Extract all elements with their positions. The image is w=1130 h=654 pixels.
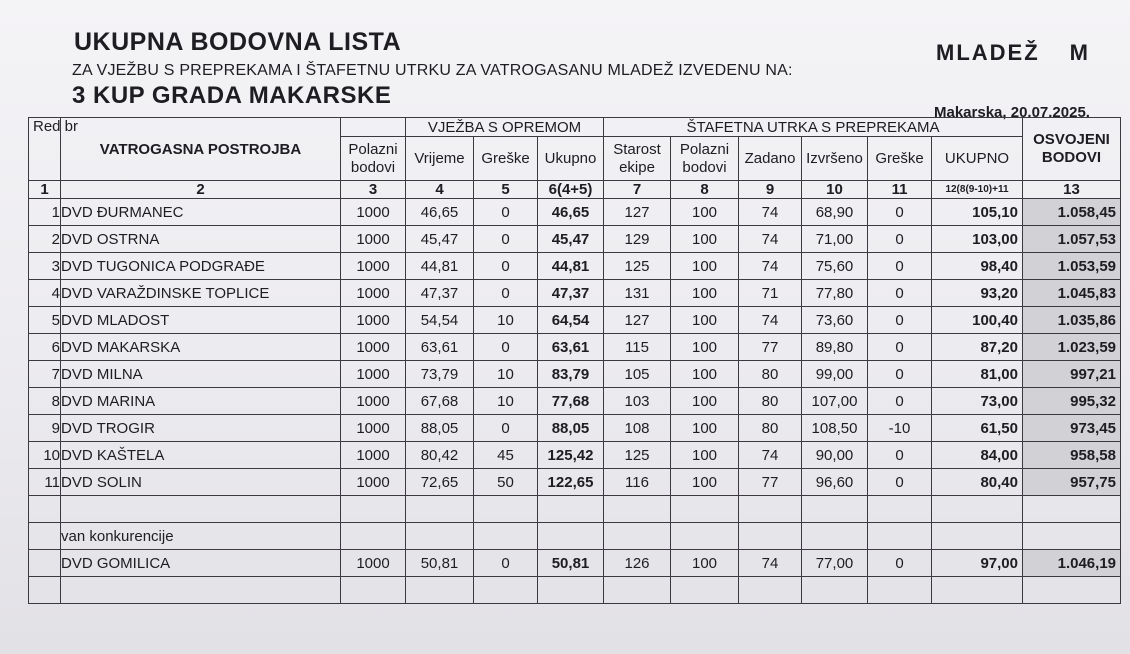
- starost-cell: 131: [604, 280, 671, 307]
- greske-cell: 10: [474, 307, 538, 334]
- rank-cell: 2: [29, 226, 61, 253]
- header-izvrseno: Izvršeno: [802, 137, 868, 181]
- ukupno-cell: 47,37: [538, 280, 604, 307]
- col-number: 5: [474, 181, 538, 199]
- osvojeni-bodovi-cell: 1.053,59: [1023, 253, 1121, 280]
- category-text: MLADEŽ: [936, 40, 1040, 65]
- starost-cell: 115: [604, 334, 671, 361]
- table-row: [29, 253, 1121, 280]
- col-number: 12(8(9-10)+11: [932, 181, 1023, 199]
- polazni-bodovi-2-cell: 100: [671, 388, 739, 415]
- izvrseno-cell: 107,00: [802, 388, 868, 415]
- event-name: 3 KUP GRADA MAKARSKE: [72, 82, 392, 109]
- greske-cell: 45: [474, 442, 538, 469]
- greske-2-cell: 0: [868, 199, 932, 226]
- rank-cell: 9: [29, 415, 61, 442]
- greske-2-cell: 0: [868, 388, 932, 415]
- izvrseno-cell: 108,50: [802, 415, 868, 442]
- polazni-bodovi-cell: 1000: [341, 550, 406, 577]
- polazni-bodovi-2-cell: 100: [671, 550, 739, 577]
- col-number: 10: [802, 181, 868, 199]
- team-name-cell: DVD MILNA: [61, 361, 341, 388]
- zadano-cell: 71: [739, 280, 802, 307]
- col-number: 1: [29, 181, 61, 199]
- vrijeme-cell: 73,79: [406, 361, 474, 388]
- table-row: [29, 199, 1121, 226]
- osvojeni-bodovi-cell: 958,58: [1023, 442, 1121, 469]
- blank-row: [29, 496, 1121, 523]
- polazni-bodovi-cell: 1000: [341, 388, 406, 415]
- ukupno-cell: 45,47: [538, 226, 604, 253]
- team-name-cell: DVD VARAŽDINSKE TOPLICE: [61, 280, 341, 307]
- polazni-bodovi-2-cell: 100: [671, 226, 739, 253]
- zadano-cell: 80: [739, 361, 802, 388]
- polazni-bodovi-2-cell: 100: [671, 307, 739, 334]
- ukupno-2-cell: 61,50: [932, 415, 1023, 442]
- ukupno-2-cell: 73,00: [932, 388, 1023, 415]
- table-row: [29, 415, 1121, 442]
- rank-cell: 6: [29, 334, 61, 361]
- empty-cell: [802, 496, 868, 523]
- greske-2-cell: 0: [868, 307, 932, 334]
- empty-cell: [341, 496, 406, 523]
- polazni-bodovi-2-cell: 100: [671, 280, 739, 307]
- izvrseno-cell: 71,00: [802, 226, 868, 253]
- header-row-1: [29, 118, 1121, 137]
- zadano-cell: 74: [739, 442, 802, 469]
- empty-cell: [474, 577, 538, 604]
- polazni-bodovi-2-cell: 100: [671, 253, 739, 280]
- polazni-bodovi-2-cell: 100: [671, 469, 739, 496]
- empty-cell: [868, 523, 932, 550]
- starost-cell: 127: [604, 199, 671, 226]
- polazni-bodovi-2-cell: 100: [671, 361, 739, 388]
- empty-cell: [341, 577, 406, 604]
- greske-2-cell: 0: [868, 253, 932, 280]
- empty-cell: [604, 577, 671, 604]
- rank-cell: 5: [29, 307, 61, 334]
- col-number: 3: [341, 181, 406, 199]
- empty-cell: [868, 577, 932, 604]
- blank-row: [29, 523, 1121, 550]
- rank-cell: 8: [29, 388, 61, 415]
- header-ukupno-2: UKUPNO: [932, 137, 1023, 181]
- zadano-cell: 80: [739, 415, 802, 442]
- polazni-bodovi-cell: 1000: [341, 415, 406, 442]
- empty-cell: [739, 496, 802, 523]
- ukupno-cell: 50,81: [538, 550, 604, 577]
- greske-2-cell: -10: [868, 415, 932, 442]
- col-number: 13: [1023, 181, 1121, 199]
- ukupno-cell: 83,79: [538, 361, 604, 388]
- osvojeni-bodovi-cell: 957,75: [1023, 469, 1121, 496]
- blank-row: [29, 577, 1121, 604]
- izvrseno-cell: 77,00: [802, 550, 868, 577]
- zadano-cell: 74: [739, 199, 802, 226]
- greske-2-cell: 0: [868, 280, 932, 307]
- place-date: Makarska, 20.07.2025.: [934, 104, 1090, 121]
- polazni-bodovi-cell: 1000: [341, 280, 406, 307]
- greske-2-cell: 0: [868, 442, 932, 469]
- starost-cell: 125: [604, 442, 671, 469]
- greske-2-cell: 0: [868, 334, 932, 361]
- polazni-bodovi-2-cell: 100: [671, 442, 739, 469]
- izvrseno-cell: 77,80: [802, 280, 868, 307]
- zadano-cell: 74: [739, 550, 802, 577]
- ukupno-2-cell: 80,40: [932, 469, 1023, 496]
- ukupno-2-cell: 103,00: [932, 226, 1023, 253]
- osvojeni-bodovi-cell: 973,45: [1023, 415, 1121, 442]
- zadano-cell: 74: [739, 307, 802, 334]
- izvrseno-cell: 68,90: [802, 199, 868, 226]
- team-name-cell: DVD KAŠTELA: [61, 442, 341, 469]
- greske-cell: 0: [474, 199, 538, 226]
- vrijeme-cell: 50,81: [406, 550, 474, 577]
- table-row: [29, 361, 1121, 388]
- greske-cell: 50: [474, 469, 538, 496]
- izvrseno-cell: 99,00: [802, 361, 868, 388]
- table-row: [29, 280, 1121, 307]
- team-name-cell: [61, 577, 341, 604]
- header-zadano: Zadano: [739, 137, 802, 181]
- header-stafeta-group: ŠTAFETNA UTRKA S PREPREKAMA: [604, 118, 1023, 137]
- izvrseno-cell: 89,80: [802, 334, 868, 361]
- ukupno-2-cell: 98,40: [932, 253, 1023, 280]
- rank-cell: 3: [29, 253, 61, 280]
- empty-cell: [1023, 523, 1121, 550]
- izvrseno-cell: 96,60: [802, 469, 868, 496]
- vrijeme-cell: 88,05: [406, 415, 474, 442]
- osvojeni-bodovi-cell: 997,21: [1023, 361, 1121, 388]
- header-ukupno: Ukupno: [538, 137, 604, 181]
- ukupno-2-cell: 105,10: [932, 199, 1023, 226]
- empty-cell: [406, 496, 474, 523]
- empty-cell: [474, 523, 538, 550]
- starost-cell: 116: [604, 469, 671, 496]
- header-osvojeni-bodovi: OSVOJENI BODOVI: [1023, 118, 1121, 181]
- polazni-bodovi-cell: 1000: [341, 253, 406, 280]
- empty-cell: [1023, 496, 1121, 523]
- osvojeni-bodovi-cell: 1.023,59: [1023, 334, 1121, 361]
- vrijeme-cell: 45,47: [406, 226, 474, 253]
- page-subtitle: ZA VJEŽBU S PREPREKAMA I ŠTAFETNU UTRKU ZA VATROGASANU MLADEŽ IZVEDENU NA:: [72, 62, 793, 79]
- ukupno-2-cell: 97,00: [932, 550, 1023, 577]
- greske-2-cell: 0: [868, 469, 932, 496]
- header-polazni-bodovi: Polazni bodovi: [341, 137, 406, 181]
- empty-cell: [474, 496, 538, 523]
- polazni-bodovi-cell: 1000: [341, 442, 406, 469]
- empty-cell: [1023, 577, 1121, 604]
- rank-cell: 10: [29, 442, 61, 469]
- ukupno-cell: 46,65: [538, 199, 604, 226]
- ukupno-2-cell: 93,20: [932, 280, 1023, 307]
- gender-text: M: [1069, 40, 1090, 65]
- empty-cell: [739, 523, 802, 550]
- results-table: [28, 117, 1121, 604]
- ukupno-cell: 64,54: [538, 307, 604, 334]
- ukupno-2-cell: 87,20: [932, 334, 1023, 361]
- izvrseno-cell: 90,00: [802, 442, 868, 469]
- starost-cell: 127: [604, 307, 671, 334]
- ukupno-cell: 125,42: [538, 442, 604, 469]
- empty-cell: [604, 523, 671, 550]
- rank-cell: [29, 496, 61, 523]
- izvrseno-cell: 75,60: [802, 253, 868, 280]
- greske-cell: 0: [474, 280, 538, 307]
- polazni-bodovi-2-cell: 100: [671, 199, 739, 226]
- ukupno-cell: 122,65: [538, 469, 604, 496]
- vrijeme-cell: 80,42: [406, 442, 474, 469]
- polazni-bodovi-cell: 1000: [341, 226, 406, 253]
- greske-cell: 10: [474, 361, 538, 388]
- empty-cell: [538, 496, 604, 523]
- osvojeni-bodovi-cell: 1.045,83: [1023, 280, 1121, 307]
- polazni-bodovi-cell: 1000: [341, 361, 406, 388]
- zadano-cell: 77: [739, 469, 802, 496]
- polazni-bodovi-cell: 1000: [341, 307, 406, 334]
- team-name-cell: DVD GOMILICA: [61, 550, 341, 577]
- empty-cell: [406, 523, 474, 550]
- rank-cell: [29, 577, 61, 604]
- vrijeme-cell: 44,81: [406, 253, 474, 280]
- osvojeni-bodovi-cell: 1.035,86: [1023, 307, 1121, 334]
- rank-cell: 11: [29, 469, 61, 496]
- empty-cell: [671, 496, 739, 523]
- empty-cell: [739, 577, 802, 604]
- header-greske: Greške: [474, 137, 538, 181]
- zadano-cell: 74: [739, 226, 802, 253]
- zadano-cell: 77: [739, 334, 802, 361]
- header-starost-ekipe: Starost ekipe: [604, 137, 671, 181]
- ukupno-cell: 63,61: [538, 334, 604, 361]
- team-name-cell: [61, 496, 341, 523]
- greske-2-cell: 0: [868, 361, 932, 388]
- col-number: 2: [61, 181, 341, 199]
- header-vrijeme: Vrijeme: [406, 137, 474, 181]
- osvojeni-bodovi-cell: 995,32: [1023, 388, 1121, 415]
- team-name-cell: DVD TROGIR: [61, 415, 341, 442]
- greske-cell: 10: [474, 388, 538, 415]
- category-label: [936, 40, 1090, 66]
- polazni-bodovi-cell: 1000: [341, 199, 406, 226]
- team-name-cell: DVD ĐURMANEC: [61, 199, 341, 226]
- rank-cell: [29, 550, 61, 577]
- empty-cell: [802, 523, 868, 550]
- rank-cell: 4: [29, 280, 61, 307]
- empty-cell: [406, 577, 474, 604]
- ukupno-2-cell: 84,00: [932, 442, 1023, 469]
- greske-cell: 0: [474, 550, 538, 577]
- header-polazni-bodovi-2: Polazni bodovi: [671, 137, 739, 181]
- team-name-cell: DVD SOLIN: [61, 469, 341, 496]
- empty-cell: [604, 496, 671, 523]
- empty-cell: [868, 496, 932, 523]
- team-name-cell: DVD MARINA: [61, 388, 341, 415]
- empty-cell: [671, 577, 739, 604]
- empty-cell: [341, 523, 406, 550]
- izvrseno-cell: 73,60: [802, 307, 868, 334]
- zadano-cell: 80: [739, 388, 802, 415]
- team-name-cell: DVD MLADOST: [61, 307, 341, 334]
- table-row: [29, 442, 1121, 469]
- out-of-competition-label: van konkurencije: [61, 523, 341, 550]
- team-name-cell: DVD OSTRNA: [61, 226, 341, 253]
- ukupno-cell: 77,68: [538, 388, 604, 415]
- rank-cell: [29, 523, 61, 550]
- col-number: 9: [739, 181, 802, 199]
- greske-2-cell: 0: [868, 550, 932, 577]
- col-number: 6(4+5): [538, 181, 604, 199]
- col-number: 7: [604, 181, 671, 199]
- empty-cell: [538, 577, 604, 604]
- empty-cell: [538, 523, 604, 550]
- table-row: [29, 226, 1121, 253]
- starost-cell: 129: [604, 226, 671, 253]
- greske-cell: 0: [474, 253, 538, 280]
- greske-cell: 0: [474, 415, 538, 442]
- header-red-br: Red br: [29, 118, 61, 181]
- table-row: [29, 550, 1121, 577]
- column-number-row: [29, 181, 1121, 199]
- header-blank: [341, 118, 406, 137]
- table-row: [29, 307, 1121, 334]
- osvojeni-bodovi-cell: 1.058,45: [1023, 199, 1121, 226]
- rank-cell: 7: [29, 361, 61, 388]
- vrijeme-cell: 72,65: [406, 469, 474, 496]
- osvojeni-bodovi-cell: 1.046,19: [1023, 550, 1121, 577]
- vrijeme-cell: 63,61: [406, 334, 474, 361]
- starost-cell: 103: [604, 388, 671, 415]
- greske-cell: 0: [474, 226, 538, 253]
- table-row: [29, 469, 1121, 496]
- team-name-cell: DVD TUGONICA PODGRAĐE: [61, 253, 341, 280]
- starost-cell: 125: [604, 253, 671, 280]
- vrijeme-cell: 46,65: [406, 199, 474, 226]
- vrijeme-cell: 54,54: [406, 307, 474, 334]
- vrijeme-cell: 47,37: [406, 280, 474, 307]
- ukupno-2-cell: 100,40: [932, 307, 1023, 334]
- col-number: 8: [671, 181, 739, 199]
- greske-2-cell: 0: [868, 226, 932, 253]
- zadano-cell: 74: [739, 253, 802, 280]
- header-greske-2: Greške: [868, 137, 932, 181]
- header-vjezba-group: VJEŽBA S OPREMOM: [406, 118, 604, 137]
- empty-cell: [802, 577, 868, 604]
- polazni-bodovi-cell: 1000: [341, 334, 406, 361]
- greske-cell: 0: [474, 334, 538, 361]
- polazni-bodovi-2-cell: 100: [671, 334, 739, 361]
- osvojeni-bodovi-cell: 1.057,53: [1023, 226, 1121, 253]
- starost-cell: 105: [604, 361, 671, 388]
- empty-cell: [932, 496, 1023, 523]
- vrijeme-cell: 67,68: [406, 388, 474, 415]
- page-title: UKUPNA BODOVNA LISTA: [74, 28, 402, 56]
- empty-cell: [932, 523, 1023, 550]
- empty-cell: [932, 577, 1023, 604]
- ukupno-cell: 88,05: [538, 415, 604, 442]
- col-number: 4: [406, 181, 474, 199]
- table-row: [29, 334, 1121, 361]
- rank-cell: 1: [29, 199, 61, 226]
- header-postrojba: VATROGASNA POSTROJBA: [61, 118, 341, 181]
- polazni-bodovi-cell: 1000: [341, 469, 406, 496]
- col-number: 11: [868, 181, 932, 199]
- polazni-bodovi-2-cell: 100: [671, 415, 739, 442]
- ukupno-cell: 44,81: [538, 253, 604, 280]
- ukupno-2-cell: 81,00: [932, 361, 1023, 388]
- team-name-cell: DVD MAKARSKA: [61, 334, 341, 361]
- starost-cell: 126: [604, 550, 671, 577]
- starost-cell: 108: [604, 415, 671, 442]
- table-row: [29, 388, 1121, 415]
- empty-cell: [671, 523, 739, 550]
